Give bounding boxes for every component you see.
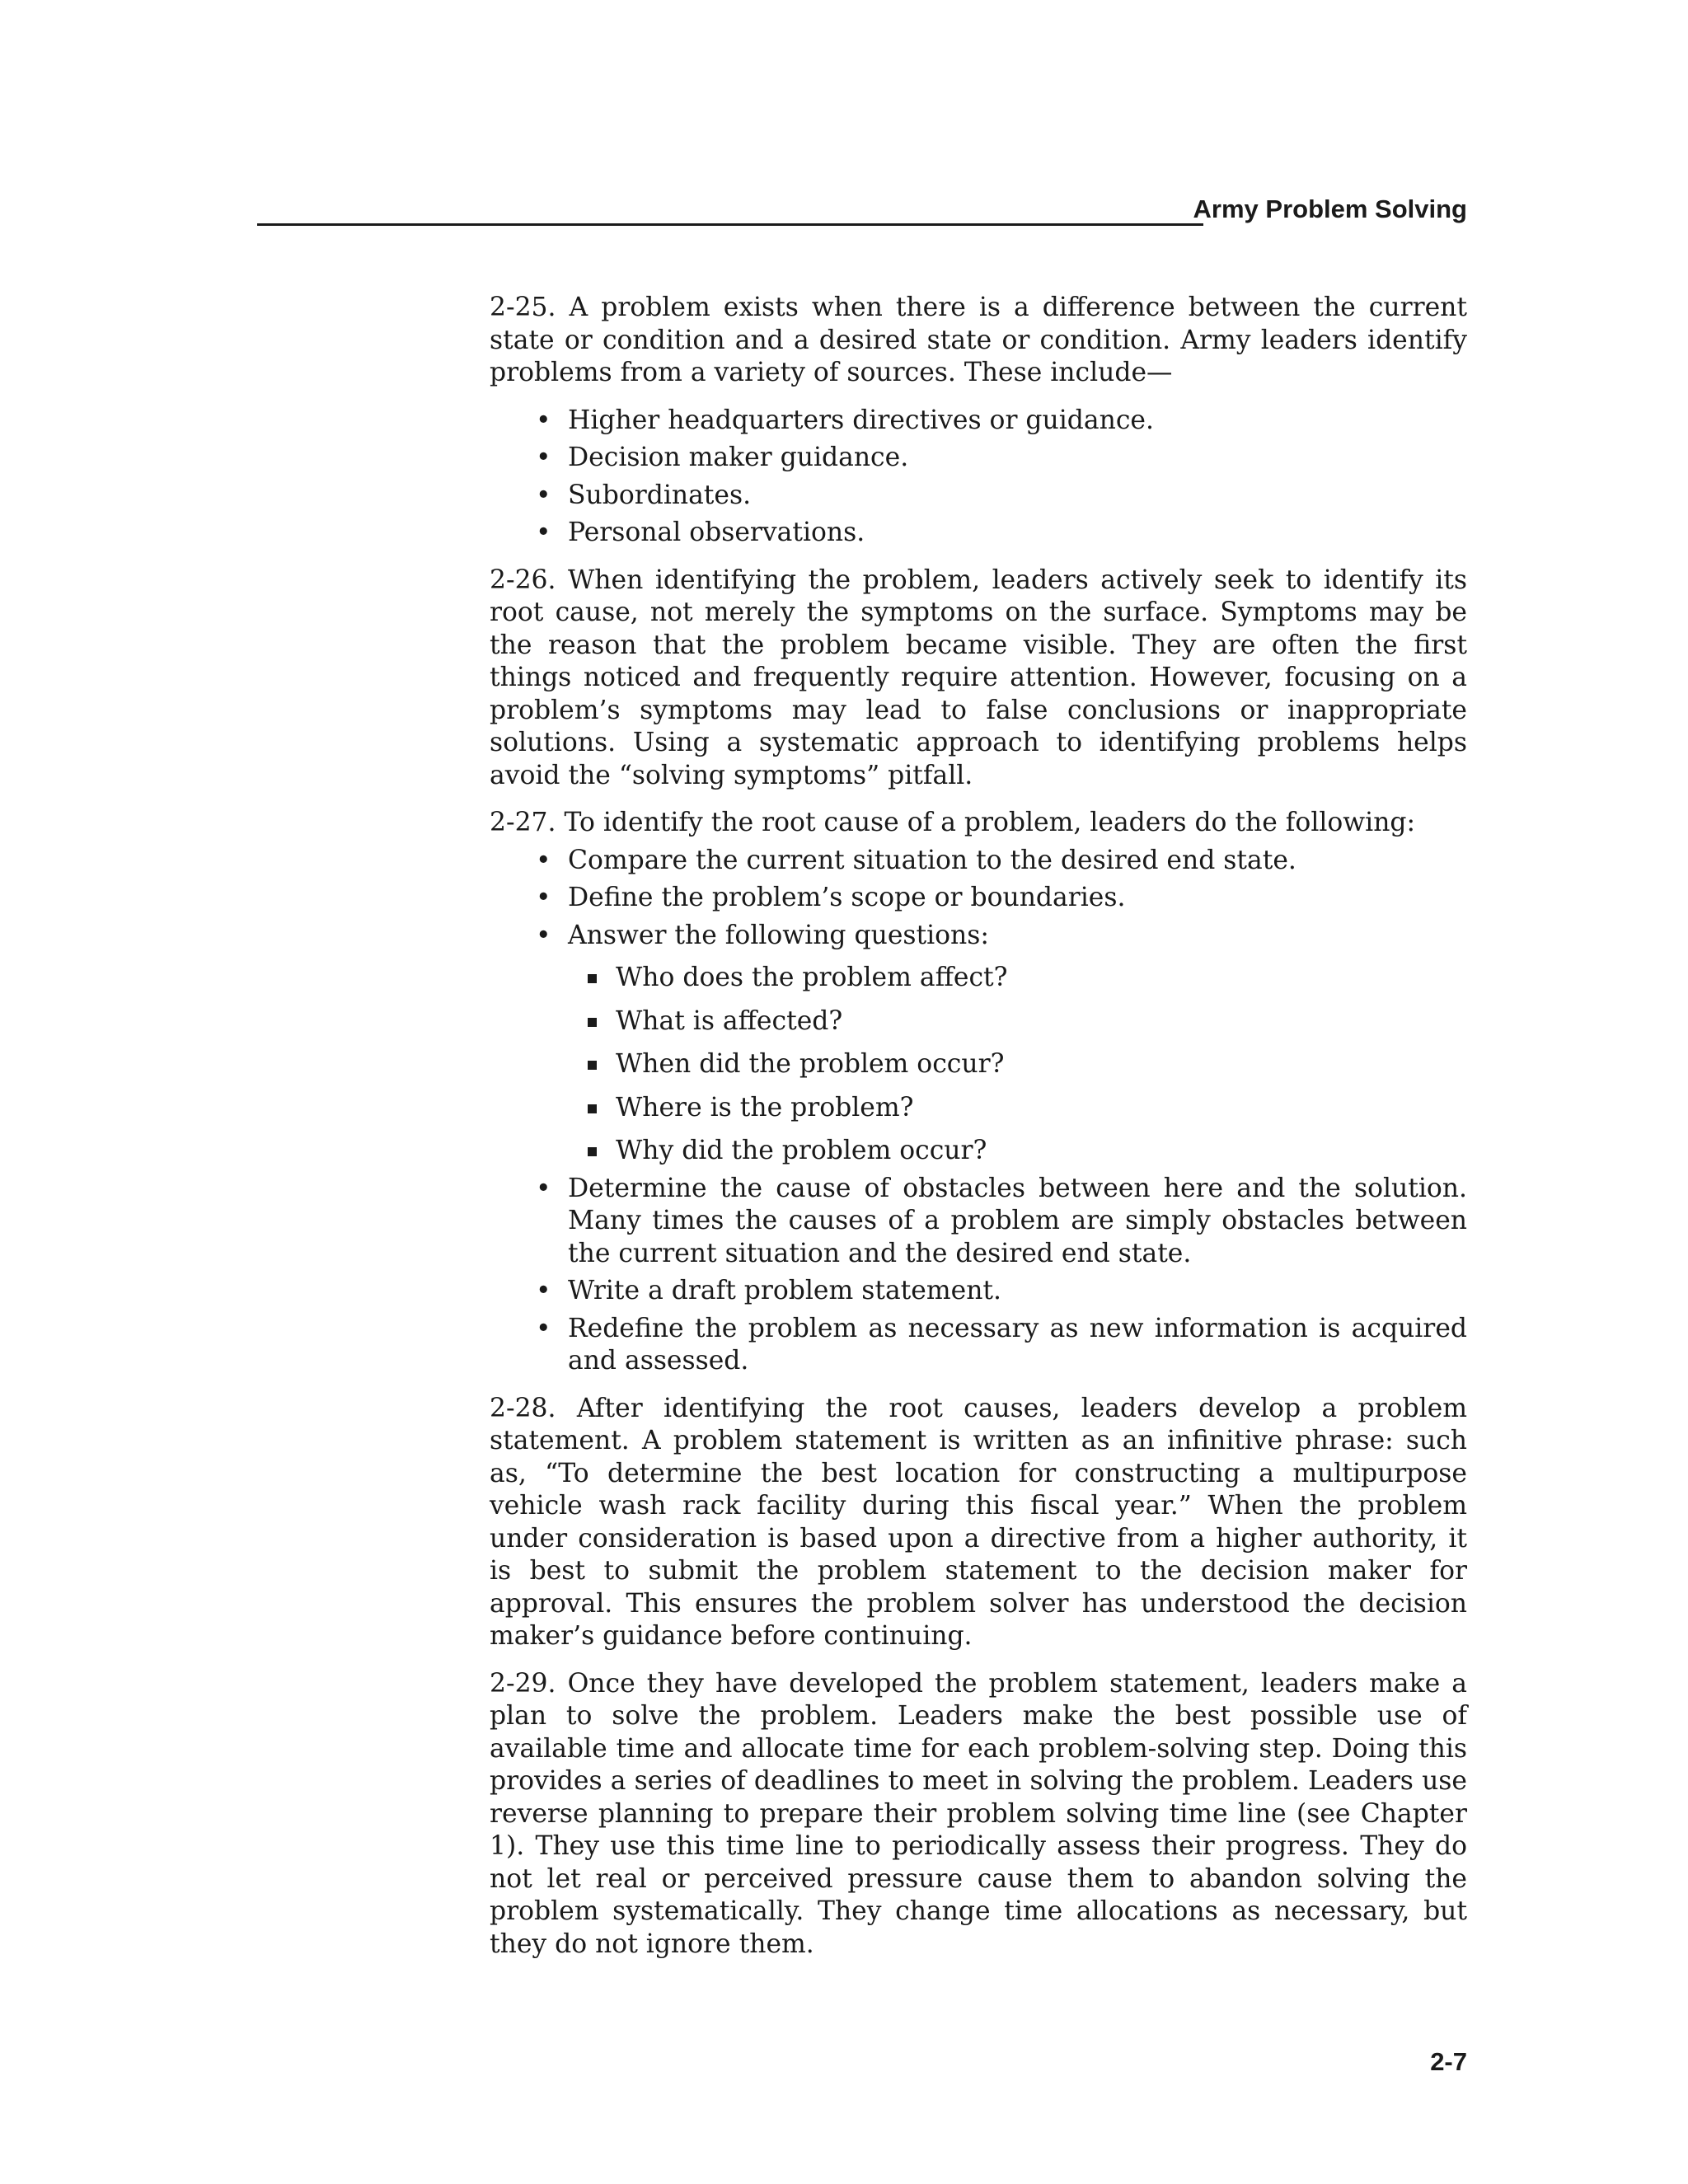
bullet-icon: • (536, 518, 551, 547)
paragraph-2-27: 2-27. To identify the root cause of a problem, leaders do the following: (490, 808, 1416, 837)
bullet-icon: • (536, 883, 551, 912)
paragraph-2-26: 2-26. When identifying the problem, leaders actively seek to identify its root cause, not merely the symptoms on the surface. Symptoms may be the reason that the problem became visible. They are often the first things noticed and frequently require attention. However, focusing on a problem’s symptoms may lead to false conclusions or inappropriate solutions. Using a systematic approach to identifying problems helps avoid the “solving symptoms” pitfall. (490, 565, 1467, 790)
questions-list (568, 962, 1467, 1168)
question-item (568, 1135, 1467, 1168)
bullet-icon: • (536, 1173, 551, 1203)
question-item (568, 1005, 1467, 1038)
list-item-text: Subordinates. (568, 480, 752, 510)
list-item (490, 845, 1467, 878)
header-rule (257, 223, 1203, 226)
list-item (490, 442, 1467, 475)
list-item-text: Write a draft problem statement. (568, 1276, 1002, 1305)
question-item (568, 1048, 1467, 1081)
question-item (568, 962, 1467, 995)
square-bullet-icon (588, 1104, 597, 1113)
question-text: Why did the problem occur? (616, 1136, 987, 1165)
list-item (490, 1173, 1467, 1271)
square-bullet-icon (588, 1061, 597, 1070)
paragraph-2-28: 2-28. After identifying the root causes, leaders develop a problem statement. A problem statement is written as an infinitive phrase: such as, “To determine the best location for constructing a multipurpose vehicle wash rack facility during this fiscal year.” When the problem under consideration is based upon a directive from a higher authority, it is best to submit the problem statement to the decision maker for approval. This ensures the problem solver has understood the decision maker’s guidance before continuing. (490, 1393, 1467, 1651)
bullet-icon: • (536, 480, 551, 510)
bullet-icon: • (536, 405, 551, 435)
bullet-icon: • (536, 1313, 551, 1343)
bullet-icon: • (536, 1276, 551, 1305)
list-item-text: Determine the cause of obstacles between here and the solution. Many times the causes of a problem are simply obstacles between the current situation and the desired end state. (568, 1173, 1467, 1268)
list-item-text: Personal observations. (568, 518, 865, 547)
list-item (490, 1275, 1467, 1308)
bullet-icon: • (536, 845, 551, 875)
list-item-text: Redefine the problem as necessary as new information is acquired and assessed. (568, 1313, 1467, 1376)
page-number: 2-7 (1430, 2047, 1467, 2076)
list-item-text: Define the problem’s scope or boundaries. (568, 883, 1126, 912)
paragraph-2-25: 2-25. A problem exists when there is a difference between the current state or condition and a desired state or condition. Army leaders identify problems from a variety of sources. These include— (490, 293, 1467, 387)
list-item (490, 1313, 1467, 1378)
list-item-text: Compare the current situation to the desired end state. (568, 845, 1296, 875)
list-item-text: Higher headquarters directives or guidance. (568, 405, 1154, 435)
question-text: When did the problem occur? (616, 1049, 1005, 1079)
running-header-title: Army Problem Solving (1193, 194, 1467, 223)
bullet-icon: • (536, 443, 551, 472)
source-list (490, 405, 1467, 550)
square-bullet-icon (588, 974, 597, 983)
list-item (490, 920, 1467, 1168)
root-cause-steps-list (490, 845, 1467, 1378)
list-item (490, 480, 1467, 513)
question-text: Who does the problem affect? (616, 963, 1008, 992)
page-header (257, 196, 1467, 226)
square-bullet-icon (588, 1147, 597, 1156)
question-text: Where is the problem? (616, 1092, 914, 1122)
list-item (490, 405, 1467, 438)
body-text (490, 292, 1467, 1975)
list-item-text: Decision maker guidance. (568, 443, 909, 472)
bullet-icon: • (536, 920, 551, 950)
question-item (568, 1092, 1467, 1125)
square-bullet-icon (588, 1018, 597, 1027)
paragraph-2-29: 2-29. Once they have developed the problem statement, leaders make a plan to solve the problem. Leaders make the best possible use of available time and allocate time for each problem-solving step. Doing this provides a series of deadlines to meet in solving the problem. Leaders use reverse planning to prepare their problem solving time line (see Chapter 1). They use this time line to periodically assess their progress. They do not let real or perceived pressure cause them to abandon solving the problem systematically. They change time allocations as necessary, but they do not ignore them. (490, 1668, 1467, 1959)
list-item-text: Answer the following questions: (568, 920, 989, 950)
question-text: What is affected? (616, 1005, 843, 1036)
list-item (490, 517, 1467, 550)
list-item (490, 882, 1467, 915)
